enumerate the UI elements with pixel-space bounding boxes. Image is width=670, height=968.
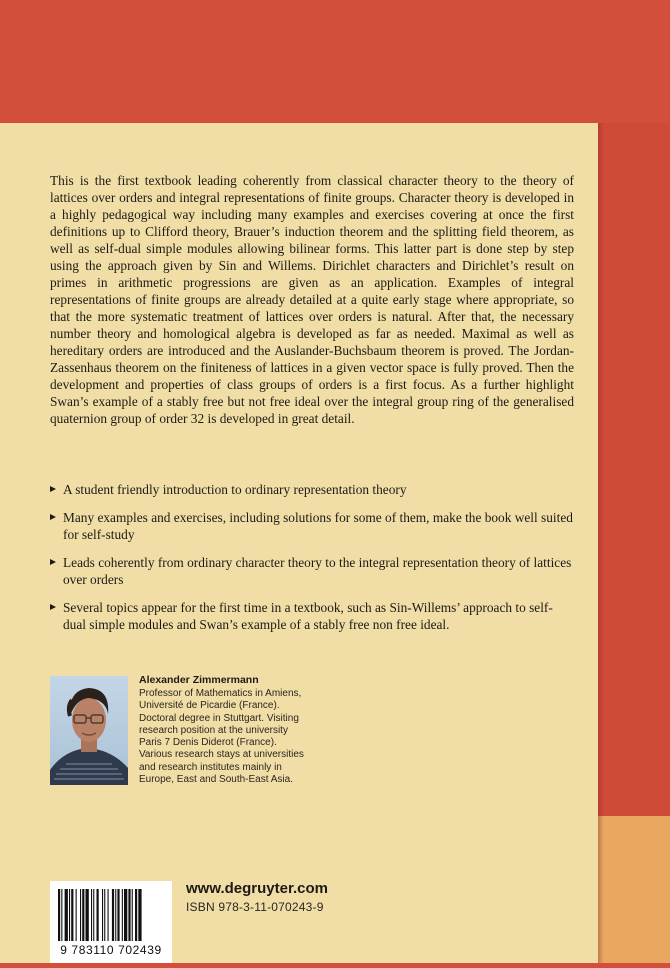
barcode-bar (93, 889, 94, 941)
feature-text: Leads coherently from ordinary character theory to the integral representation theory of lattices over orders (63, 555, 572, 587)
feature-text: Several topics appear for the first time in a textbook, such as Sin-Willems’ approach to self-dual simple modules and Swan’s example of a stably free non free ideal. (63, 600, 553, 632)
bullet-triangle-icon (50, 486, 56, 492)
author-bio: Professor of Mathematics in Amiens, Université de Picardie (France). Doctoral degree in Stuttgart. Visiting research position at the university Paris 7 Denis Diderot (France). Various research stays at universities and research institutes mainly in Europe, East and South-East Asia. (139, 688, 304, 786)
feature-item (50, 554, 574, 588)
author-name: Alexander Zimmermann (139, 674, 259, 686)
barcode-bar (115, 889, 116, 941)
barcode-bar (102, 889, 103, 941)
feature-text: A student friendly introduction to ordinary representation theory (63, 482, 407, 497)
barcode-bar (135, 889, 137, 941)
panel-shadow (598, 123, 604, 963)
barcode-bar (122, 889, 123, 941)
barcode-bar (82, 889, 84, 941)
barcode-bar (69, 889, 70, 941)
right-red-strip (598, 123, 670, 816)
feature-list (50, 481, 574, 644)
top-red-band (0, 0, 670, 123)
barcode-bar (108, 889, 109, 941)
right-orange-strip (598, 816, 670, 963)
barcode-bar (112, 889, 114, 941)
barcode-bar (71, 889, 73, 941)
feature-item (50, 481, 574, 498)
author-photo (50, 676, 128, 785)
barcode-bar (132, 889, 133, 941)
author-portrait-icon (50, 676, 128, 785)
barcode-bar (117, 889, 119, 941)
bullet-triangle-icon (50, 604, 56, 610)
barcode-digits: 9 783110 702439 (60, 943, 162, 957)
bullet-triangle-icon (50, 559, 56, 565)
barcode-bar (97, 889, 99, 941)
barcode-bar (91, 889, 92, 941)
barcode-bar (76, 889, 77, 941)
isbn-barcode (50, 881, 172, 963)
bullet-triangle-icon (50, 514, 56, 520)
barcode-bar (138, 889, 141, 941)
barcode-bar (80, 889, 81, 941)
barcode-bar (58, 889, 60, 941)
isbn-number: ISBN 978-3-11-070243-9 (186, 900, 324, 914)
book-description: This is the first textbook leading coherently from classical character theory to the theory of lattices over orders and integral representations of finite groups. Character theory is developed in a highly pedagogical way including many examples and exercises covering at once the first definitions up to Clifford theory, Brauer’s induction theorem and the splitting field theorem, as well as self-dual simple modules allowing bilinear forms. This latter part is done step by step using the approach given by Sin and Willems. Dirichlet characters and Dirichlet’s result on primes in arithmetic progressions are given as an application. Examples of integral representations of finite groups are already detailed at a quite early stage where appropriate, so that the more systematic treatment of lattices over orders is natural. After that, the necessary number theory and homological algebra is developed as far as needed. Maximal as well as hereditary orders are introduced and the Auslander-Buchsbaum theorem is proved. The Jordan-Zassenhaus theorem on the finiteness of lattices in a given vector space is fully proved. Then the development and properties of class groups of orders is a first focus. As a further highlight Swan’s example of a stably free but not free ideal over the integral group ring of the generalised quaternion group of order 32 is developed in great detail. (50, 173, 574, 426)
feature-text: Many examples and exercises, including solutions for some of them, make the book well suited for self-study (63, 510, 573, 542)
feature-item (50, 509, 574, 543)
barcode-bar (104, 889, 105, 941)
barcode-bar (61, 889, 62, 941)
barcode-bar (65, 889, 68, 941)
feature-item (50, 599, 574, 633)
barcode-bar (124, 889, 127, 941)
barcode-bar (86, 889, 89, 941)
barcode-bar (128, 889, 130, 941)
publisher-website: www.degruyter.com (186, 880, 328, 897)
